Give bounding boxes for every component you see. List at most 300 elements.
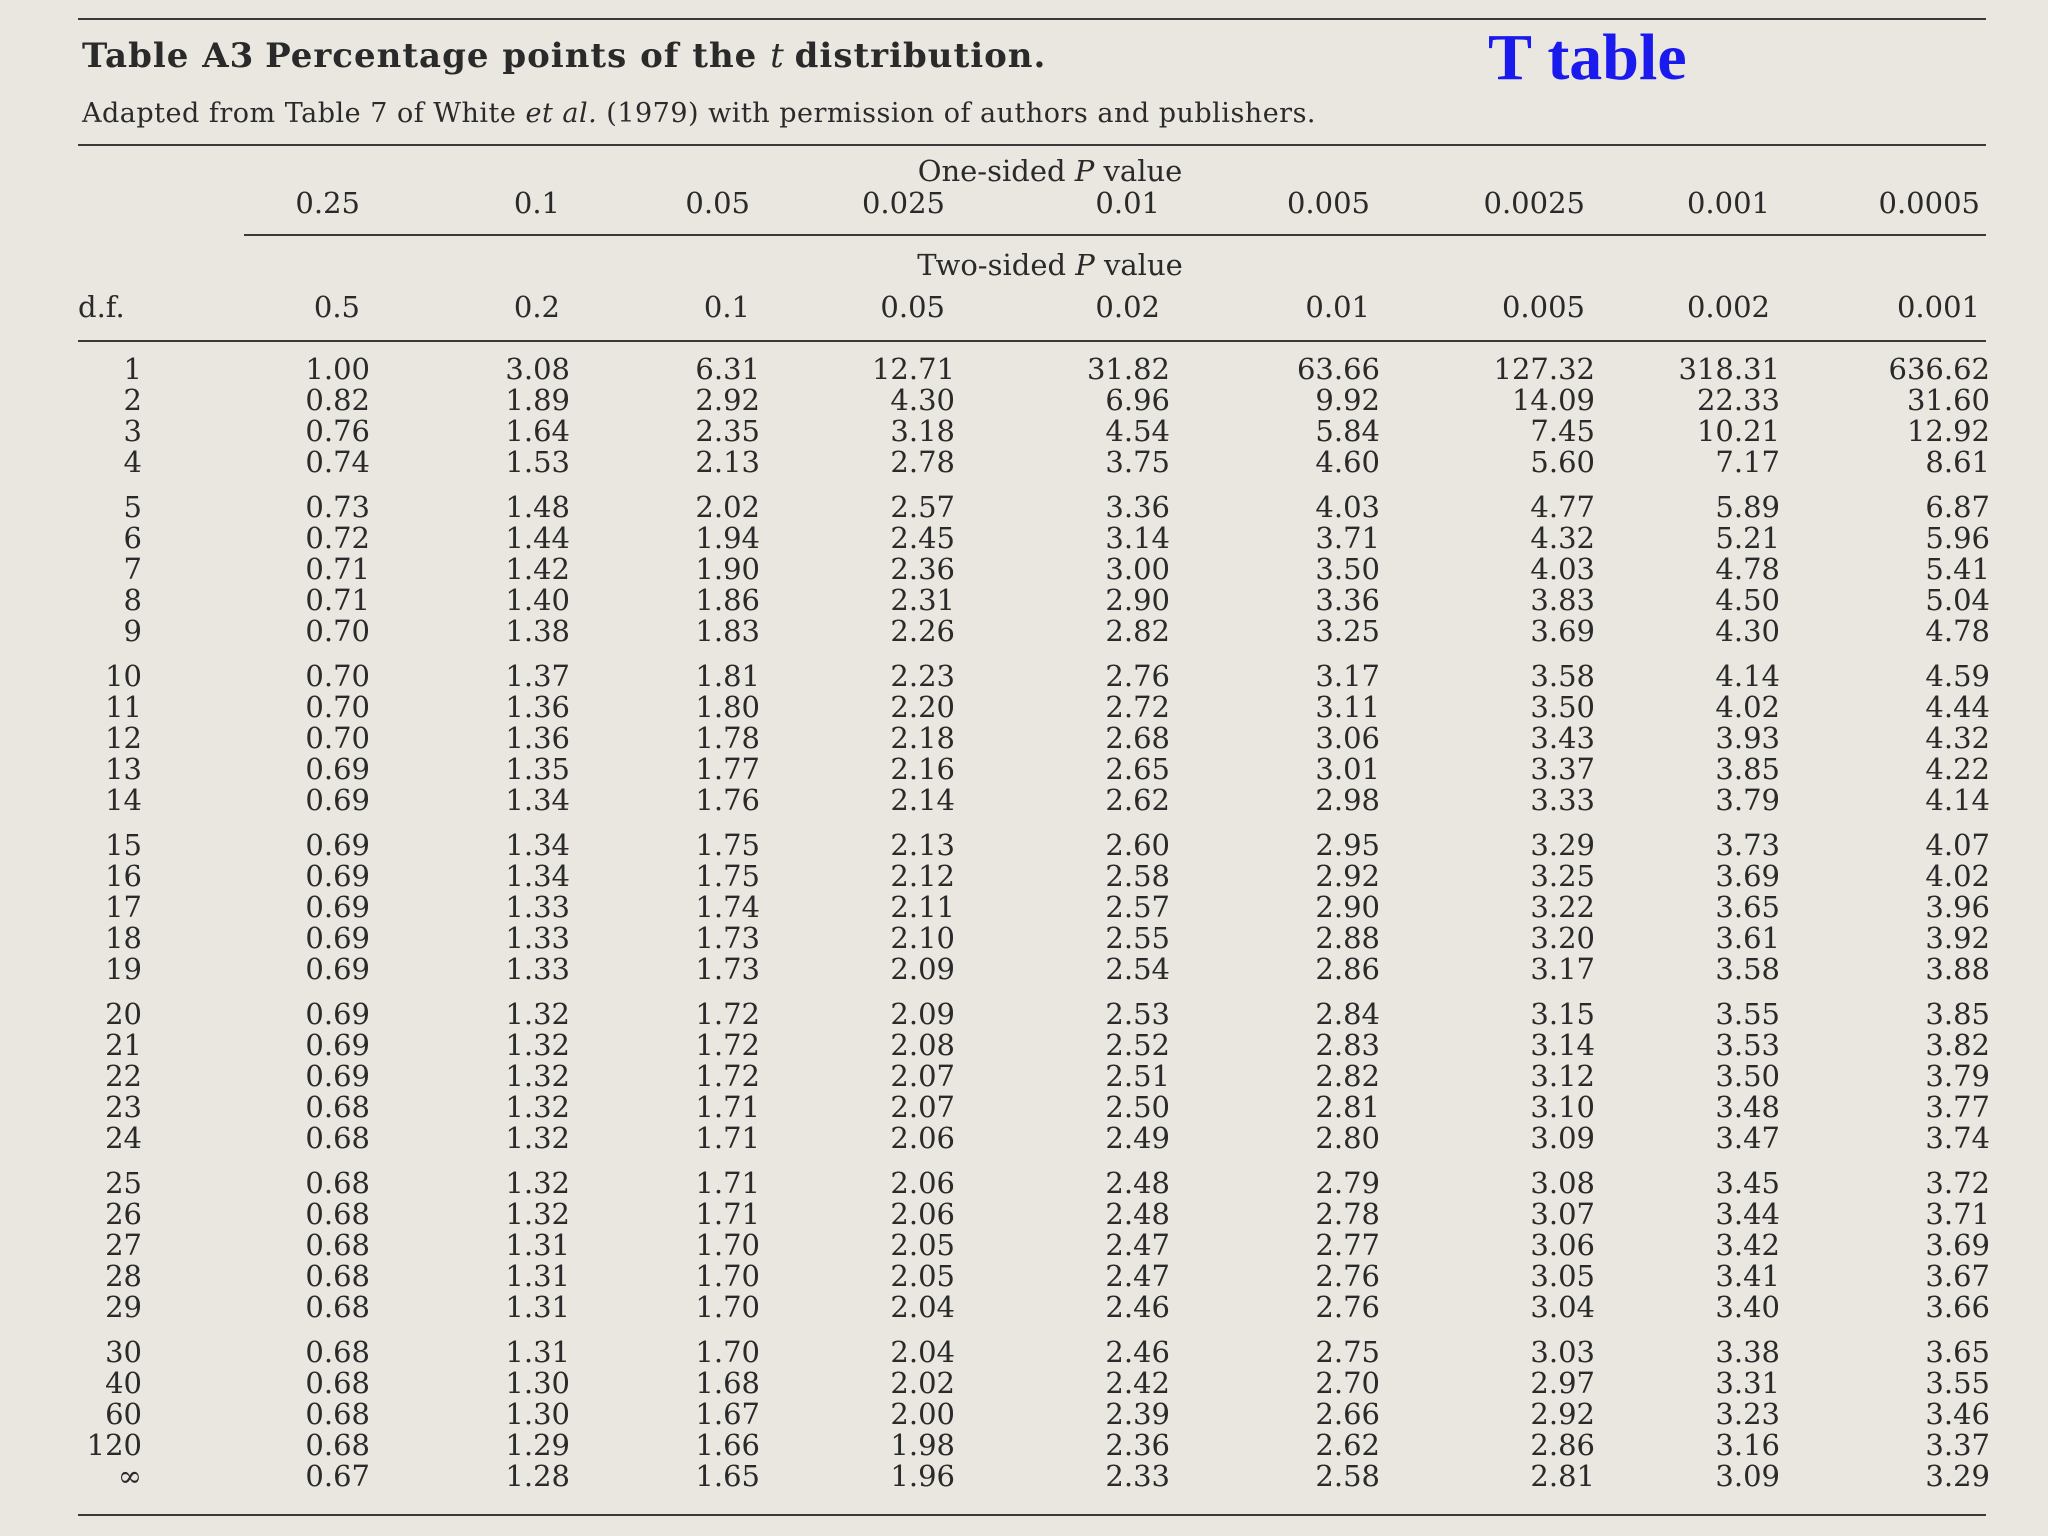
t-value-cell: 3.79 bbox=[1925, 1059, 1990, 1093]
one-sided-rule bbox=[244, 234, 1986, 236]
t-value-cell: 1.71 bbox=[695, 1090, 760, 1124]
t-value-cell: 3.45 bbox=[1715, 1166, 1780, 1200]
t-value-cell: 2.72 bbox=[1105, 690, 1170, 724]
t-value-cell: 2.45 bbox=[890, 521, 955, 555]
t-value-cell: 3.14 bbox=[1530, 1028, 1595, 1062]
t-value-cell: 2.52 bbox=[1105, 1028, 1170, 1062]
t-value-cell: 1.71 bbox=[695, 1197, 760, 1231]
table-title bbox=[82, 36, 1046, 76]
t-value-cell: 4.32 bbox=[1925, 721, 1990, 755]
t-value-cell: 2.70 bbox=[1315, 1366, 1380, 1400]
two-sided-p-header: 0.05 bbox=[880, 290, 945, 324]
two-sided-text-a: Two-sided bbox=[917, 248, 1076, 282]
t-value-cell: 2.09 bbox=[890, 997, 955, 1031]
t-value-cell: 1.90 bbox=[695, 552, 760, 586]
t-value-cell: 2.78 bbox=[1315, 1197, 1380, 1231]
t-value-cell: 12.92 bbox=[1906, 414, 1990, 448]
t-value-cell: 1.72 bbox=[695, 1059, 760, 1093]
t-value-cell: 2.95 bbox=[1315, 828, 1380, 862]
t-value-cell: 0.69 bbox=[305, 828, 370, 862]
two-sided-value-word: value bbox=[1104, 248, 1183, 282]
t-value-cell: 2.06 bbox=[890, 1121, 955, 1155]
t-value-cell: 2.05 bbox=[890, 1259, 955, 1293]
t-value-cell: 7.17 bbox=[1715, 445, 1780, 479]
t-value-cell: 2.57 bbox=[890, 490, 955, 524]
one-sided-caption bbox=[800, 154, 1300, 188]
t-value-cell: 3.18 bbox=[890, 414, 955, 448]
two-sided-p-header: 0.02 bbox=[1095, 290, 1160, 324]
t-value-cell: 2.26 bbox=[890, 614, 955, 648]
source-text-b: (1979) with permission of authors and publishers. bbox=[606, 98, 1317, 129]
t-value-cell: 0.76 bbox=[305, 414, 370, 448]
t-value-cell: 2.76 bbox=[1105, 659, 1170, 693]
t-value-cell: 5.21 bbox=[1715, 521, 1780, 555]
t-value-cell: 7.45 bbox=[1530, 414, 1595, 448]
t-value-cell: 1.32 bbox=[505, 1121, 570, 1155]
t-value-cell: 4.59 bbox=[1925, 659, 1990, 693]
t-value-cell: 6.96 bbox=[1105, 383, 1170, 417]
t-value-cell: 0.70 bbox=[305, 721, 370, 755]
t-value-cell: 3.20 bbox=[1530, 921, 1595, 955]
df-cell: 13 bbox=[105, 752, 142, 786]
t-value-cell: 2.46 bbox=[1105, 1290, 1170, 1324]
t-value-cell: 2.35 bbox=[695, 414, 760, 448]
t-value-cell: 2.82 bbox=[1315, 1059, 1380, 1093]
t-value-cell: 0.70 bbox=[305, 614, 370, 648]
df-cell: 16 bbox=[105, 859, 142, 893]
t-value-cell: 2.97 bbox=[1530, 1366, 1595, 1400]
t-value-cell: 3.50 bbox=[1315, 552, 1380, 586]
t-value-cell: 1.86 bbox=[695, 583, 760, 617]
t-value-cell: 3.65 bbox=[1715, 890, 1780, 924]
t-value-cell: 1.75 bbox=[695, 828, 760, 862]
t-value-cell: 3.29 bbox=[1530, 828, 1595, 862]
t-value-cell: 1.31 bbox=[505, 1290, 570, 1324]
t-value-cell: 2.10 bbox=[890, 921, 955, 955]
t-value-cell: 1.40 bbox=[505, 583, 570, 617]
df-cell: 11 bbox=[105, 690, 142, 724]
df-cell: 8 bbox=[123, 583, 142, 617]
df-cell: ∞ bbox=[117, 1459, 142, 1493]
t-value-cell: 0.68 bbox=[305, 1428, 370, 1462]
t-value-cell: 3.12 bbox=[1530, 1059, 1595, 1093]
t-value-cell: 3.33 bbox=[1530, 783, 1595, 817]
t-value-cell: 3.38 bbox=[1715, 1335, 1780, 1369]
t-value-cell: 5.41 bbox=[1925, 552, 1990, 586]
t-value-cell: 3.96 bbox=[1925, 890, 1990, 924]
t-value-cell: 2.00 bbox=[890, 1397, 955, 1431]
t-value-cell: 1.31 bbox=[505, 1335, 570, 1369]
t-value-cell: 4.02 bbox=[1925, 859, 1990, 893]
one-sided-p-header: 0.1 bbox=[513, 186, 560, 220]
t-value-cell: 5.84 bbox=[1315, 414, 1380, 448]
t-value-cell: 2.62 bbox=[1105, 783, 1170, 817]
t-value-cell: 2.46 bbox=[1105, 1335, 1170, 1369]
t-value-cell: 2.81 bbox=[1315, 1090, 1380, 1124]
t-value-cell: 1.34 bbox=[505, 783, 570, 817]
t-value-cell: 0.69 bbox=[305, 859, 370, 893]
t-value-cell: 3.08 bbox=[505, 352, 570, 386]
df-header: d.f. bbox=[78, 290, 125, 324]
df-cell: 24 bbox=[105, 1121, 142, 1155]
t-value-cell: 2.90 bbox=[1315, 890, 1380, 924]
t-value-cell: 2.07 bbox=[890, 1059, 955, 1093]
t-value-cell: 3.69 bbox=[1715, 859, 1780, 893]
t-value-cell: 2.75 bbox=[1315, 1335, 1380, 1369]
t-value-cell: 2.47 bbox=[1105, 1259, 1170, 1293]
t-value-cell: 4.03 bbox=[1530, 552, 1595, 586]
t-value-cell: 3.06 bbox=[1315, 721, 1380, 755]
t-value-cell: 2.47 bbox=[1105, 1228, 1170, 1262]
t-value-cell: 2.58 bbox=[1315, 1459, 1380, 1493]
t-value-cell: 1.48 bbox=[505, 490, 570, 524]
t-value-cell: 2.02 bbox=[890, 1366, 955, 1400]
df-cell: 3 bbox=[123, 414, 142, 448]
t-value-cell: 1.75 bbox=[695, 859, 760, 893]
t-value-cell: 1.32 bbox=[505, 1166, 570, 1200]
t-value-cell: 2.92 bbox=[695, 383, 760, 417]
t-value-cell: 0.69 bbox=[305, 1059, 370, 1093]
one-sided-p-symbol: P bbox=[1074, 154, 1095, 188]
source-text-italic: et al. bbox=[525, 98, 598, 129]
df-cell: 2 bbox=[123, 383, 142, 417]
t-value-cell: 1.29 bbox=[505, 1428, 570, 1462]
t-value-cell: 4.77 bbox=[1530, 490, 1595, 524]
t-value-cell: 2.92 bbox=[1315, 859, 1380, 893]
t-value-cell: 0.71 bbox=[305, 583, 370, 617]
t-value-cell: 5.04 bbox=[1925, 583, 1990, 617]
one-sided-p-header: 0.0005 bbox=[1878, 186, 1980, 220]
df-cell: 20 bbox=[105, 997, 142, 1031]
t-value-cell: 3.55 bbox=[1715, 997, 1780, 1031]
two-sided-p-header: 0.005 bbox=[1501, 290, 1585, 324]
t-value-cell: 2.18 bbox=[890, 721, 955, 755]
t-value-cell: 2.14 bbox=[890, 783, 955, 817]
t-value-cell: 3.44 bbox=[1715, 1197, 1780, 1231]
one-sided-p-header: 0.25 bbox=[295, 186, 360, 220]
t-value-cell: 1.77 bbox=[695, 752, 760, 786]
t-value-cell: 0.73 bbox=[305, 490, 370, 524]
t-value-cell: 2.50 bbox=[1105, 1090, 1170, 1124]
t-value-cell: 4.54 bbox=[1105, 414, 1170, 448]
t-value-cell: 3.36 bbox=[1105, 490, 1170, 524]
t-value-cell: 9.92 bbox=[1315, 383, 1380, 417]
t-value-cell: 3.25 bbox=[1530, 859, 1595, 893]
t-value-cell: 1.34 bbox=[505, 859, 570, 893]
t-value-cell: 0.69 bbox=[305, 752, 370, 786]
t-value-cell: 2.36 bbox=[1105, 1428, 1170, 1462]
t-value-cell: 1.36 bbox=[505, 721, 570, 755]
one-sided-p-header: 0.01 bbox=[1095, 186, 1160, 220]
top-rule bbox=[78, 18, 1986, 20]
t-value-cell: 5.60 bbox=[1530, 445, 1595, 479]
t-value-cell: 2.13 bbox=[695, 445, 760, 479]
t-value-cell: 1.34 bbox=[505, 828, 570, 862]
t-value-cell: 0.70 bbox=[305, 690, 370, 724]
t-value-cell: 2.84 bbox=[1315, 997, 1380, 1031]
t-value-cell: 4.30 bbox=[890, 383, 955, 417]
df-cell: 30 bbox=[105, 1335, 142, 1369]
df-cell: 5 bbox=[123, 490, 142, 524]
t-value-cell: 2.81 bbox=[1530, 1459, 1595, 1493]
t-value-cell: 2.02 bbox=[695, 490, 760, 524]
body-rule bbox=[78, 340, 1986, 342]
t-value-cell: 3.71 bbox=[1315, 521, 1380, 555]
t-value-cell: 1.33 bbox=[505, 952, 570, 986]
t-value-cell: 3.50 bbox=[1530, 690, 1595, 724]
t-value-cell: 2.51 bbox=[1105, 1059, 1170, 1093]
t-value-cell: 3.92 bbox=[1925, 921, 1990, 955]
two-sided-p-header: 0.1 bbox=[703, 290, 750, 324]
t-value-cell: 0.69 bbox=[305, 952, 370, 986]
t-value-cell: 1.64 bbox=[505, 414, 570, 448]
t-table-annotation: T table bbox=[1488, 21, 1687, 94]
t-value-cell: 3.48 bbox=[1715, 1090, 1780, 1124]
t-value-cell: 3.14 bbox=[1105, 521, 1170, 555]
two-sided-p-header: 0.2 bbox=[513, 290, 560, 324]
t-value-cell: 3.00 bbox=[1105, 552, 1170, 586]
df-cell: 22 bbox=[105, 1059, 142, 1093]
t-value-cell: 2.20 bbox=[890, 690, 955, 724]
one-sided-value-word: value bbox=[1103, 154, 1183, 188]
t-value-cell: 3.67 bbox=[1925, 1259, 1990, 1293]
t-value-cell: 2.58 bbox=[1105, 859, 1170, 893]
t-value-cell: 4.14 bbox=[1715, 659, 1780, 693]
t-value-cell: 1.35 bbox=[505, 752, 570, 786]
t-value-cell: 4.44 bbox=[1925, 690, 1990, 724]
t-value-cell: 0.68 bbox=[305, 1335, 370, 1369]
t-value-cell: 31.82 bbox=[1086, 352, 1170, 386]
two-sided-caption bbox=[800, 248, 1300, 282]
t-value-cell: 1.36 bbox=[505, 690, 570, 724]
t-value-cell: 1.94 bbox=[695, 521, 760, 555]
t-value-cell: 2.33 bbox=[1105, 1459, 1170, 1493]
t-value-cell: 1.83 bbox=[695, 614, 760, 648]
t-value-cell: 3.43 bbox=[1530, 721, 1595, 755]
t-value-cell: 2.49 bbox=[1105, 1121, 1170, 1155]
t-value-cell: 1.72 bbox=[695, 997, 760, 1031]
t-value-cell: 1.53 bbox=[505, 445, 570, 479]
t-value-cell: 2.13 bbox=[890, 828, 955, 862]
t-value-cell: 318.31 bbox=[1678, 352, 1780, 386]
t-value-cell: 0.69 bbox=[305, 997, 370, 1031]
t-value-cell: 1.98 bbox=[890, 1428, 955, 1462]
t-value-cell: 3.85 bbox=[1715, 752, 1780, 786]
t-value-cell: 4.78 bbox=[1715, 552, 1780, 586]
t-value-cell: 3.04 bbox=[1530, 1290, 1595, 1324]
t-value-cell: 3.37 bbox=[1925, 1428, 1990, 1462]
t-value-cell: 3.06 bbox=[1530, 1228, 1595, 1262]
t-value-cell: 1.32 bbox=[505, 1090, 570, 1124]
t-value-cell: 2.88 bbox=[1315, 921, 1380, 955]
df-cell: 18 bbox=[105, 921, 142, 955]
t-value-cell: 2.53 bbox=[1105, 997, 1170, 1031]
t-value-cell: 4.07 bbox=[1925, 828, 1990, 862]
t-value-cell: 3.11 bbox=[1315, 690, 1380, 724]
t-value-cell: 1.89 bbox=[505, 383, 570, 417]
t-value-cell: 3.73 bbox=[1715, 828, 1780, 862]
t-value-cell: 2.36 bbox=[890, 552, 955, 586]
t-value-cell: 1.71 bbox=[695, 1166, 760, 1200]
t-value-cell: 3.10 bbox=[1530, 1090, 1595, 1124]
t-value-cell: 0.68 bbox=[305, 1197, 370, 1231]
t-value-cell: 1.80 bbox=[695, 690, 760, 724]
t-value-cell: 2.90 bbox=[1105, 583, 1170, 617]
t-value-cell: 2.12 bbox=[890, 859, 955, 893]
t-value-cell: 0.68 bbox=[305, 1121, 370, 1155]
t-value-cell: 5.96 bbox=[1925, 521, 1990, 555]
t-value-cell: 3.15 bbox=[1530, 997, 1595, 1031]
t-value-cell: 0.69 bbox=[305, 1028, 370, 1062]
t-value-cell: 1.33 bbox=[505, 890, 570, 924]
t-value-cell: 636.62 bbox=[1888, 352, 1990, 386]
t-value-cell: 1.32 bbox=[505, 1197, 570, 1231]
t-value-cell: 3.17 bbox=[1315, 659, 1380, 693]
table-title-italic: t bbox=[770, 36, 784, 76]
t-value-cell: 8.61 bbox=[1925, 445, 1990, 479]
one-sided-p-header: 0.001 bbox=[1686, 186, 1770, 220]
header-rule bbox=[78, 144, 1986, 146]
df-cell: 4 bbox=[123, 445, 142, 479]
one-sided-p-header: 0.005 bbox=[1286, 186, 1370, 220]
df-cell: 9 bbox=[123, 614, 142, 648]
t-value-cell: 1.42 bbox=[505, 552, 570, 586]
df-cell: 14 bbox=[105, 783, 142, 817]
t-value-cell: 2.11 bbox=[890, 890, 955, 924]
t-value-cell: 10.21 bbox=[1696, 414, 1780, 448]
one-sided-text-a: One-sided bbox=[917, 154, 1075, 188]
t-value-cell: 1.00 bbox=[305, 352, 370, 386]
t-value-cell: 2.31 bbox=[890, 583, 955, 617]
t-value-cell: 4.22 bbox=[1925, 752, 1990, 786]
t-value-cell: 1.33 bbox=[505, 921, 570, 955]
t-value-cell: 3.09 bbox=[1715, 1459, 1780, 1493]
t-value-cell: 2.80 bbox=[1315, 1121, 1380, 1155]
t-value-cell: 3.09 bbox=[1530, 1121, 1595, 1155]
t-value-cell: 63.66 bbox=[1296, 352, 1380, 386]
t-value-cell: 1.78 bbox=[695, 721, 760, 755]
t-value-cell: 3.50 bbox=[1715, 1059, 1780, 1093]
t-value-cell: 1.73 bbox=[695, 952, 760, 986]
t-value-cell: 3.22 bbox=[1530, 890, 1595, 924]
t-value-cell: 0.70 bbox=[305, 659, 370, 693]
t-value-cell: 4.32 bbox=[1530, 521, 1595, 555]
t-value-cell: 1.32 bbox=[505, 1028, 570, 1062]
t-value-cell: 3.03 bbox=[1530, 1335, 1595, 1369]
t-value-cell: 2.68 bbox=[1105, 721, 1170, 755]
t-value-cell: 6.31 bbox=[695, 352, 760, 386]
t-value-cell: 4.30 bbox=[1715, 614, 1780, 648]
t-value-cell: 2.48 bbox=[1105, 1166, 1170, 1200]
df-cell: 28 bbox=[105, 1259, 142, 1293]
t-value-cell: 3.82 bbox=[1925, 1028, 1990, 1062]
t-value-cell: 1.32 bbox=[505, 997, 570, 1031]
df-cell: 7 bbox=[123, 552, 142, 586]
t-value-cell: 1.70 bbox=[695, 1259, 760, 1293]
two-sided-p-header: 0.002 bbox=[1686, 290, 1770, 324]
t-value-cell: 3.25 bbox=[1315, 614, 1380, 648]
t-value-cell: 22.33 bbox=[1696, 383, 1780, 417]
t-value-cell: 2.06 bbox=[890, 1197, 955, 1231]
t-value-cell: 3.85 bbox=[1925, 997, 1990, 1031]
df-cell: 6 bbox=[123, 521, 142, 555]
t-value-cell: 2.60 bbox=[1105, 828, 1170, 862]
t-value-cell: 1.67 bbox=[695, 1397, 760, 1431]
t-value-cell: 14.09 bbox=[1511, 383, 1595, 417]
table-title-part-a: Percentage points of the bbox=[265, 36, 771, 76]
t-value-cell: 3.58 bbox=[1715, 952, 1780, 986]
t-value-cell: 2.65 bbox=[1105, 752, 1170, 786]
df-cell: 25 bbox=[105, 1166, 142, 1200]
t-value-cell: 3.69 bbox=[1530, 614, 1595, 648]
t-value-cell: 2.54 bbox=[1105, 952, 1170, 986]
df-cell: 17 bbox=[105, 890, 142, 924]
t-value-cell: 2.06 bbox=[890, 1166, 955, 1200]
df-cell: 10 bbox=[105, 659, 142, 693]
t-value-cell: 1.31 bbox=[505, 1259, 570, 1293]
t-value-cell: 3.08 bbox=[1530, 1166, 1595, 1200]
t-value-cell: 3.93 bbox=[1715, 721, 1780, 755]
t-value-cell: 1.32 bbox=[505, 1059, 570, 1093]
t-value-cell: 2.92 bbox=[1530, 1397, 1595, 1431]
t-value-cell: 2.79 bbox=[1315, 1166, 1380, 1200]
t-value-cell: 0.69 bbox=[305, 783, 370, 817]
one-sided-p-header: 0.025 bbox=[861, 186, 945, 220]
t-value-cell: 3.83 bbox=[1530, 583, 1595, 617]
t-value-cell: 3.72 bbox=[1925, 1166, 1990, 1200]
t-value-cell: 3.77 bbox=[1925, 1090, 1990, 1124]
t-value-cell: 2.09 bbox=[890, 952, 955, 986]
t-value-cell: 1.37 bbox=[505, 659, 570, 693]
t-value-cell: 3.75 bbox=[1105, 445, 1170, 479]
t-value-cell: 12.71 bbox=[871, 352, 955, 386]
t-value-cell: 2.07 bbox=[890, 1090, 955, 1124]
t-value-cell: 2.16 bbox=[890, 752, 955, 786]
t-value-cell: 1.30 bbox=[505, 1366, 570, 1400]
t-value-cell: 2.82 bbox=[1105, 614, 1170, 648]
t-value-cell: 2.86 bbox=[1315, 952, 1380, 986]
t-value-cell: 3.40 bbox=[1715, 1290, 1780, 1324]
t-value-cell: 3.07 bbox=[1530, 1197, 1595, 1231]
t-value-cell: 1.71 bbox=[695, 1121, 760, 1155]
t-value-cell: 0.67 bbox=[305, 1459, 370, 1493]
t-value-cell: 3.79 bbox=[1715, 783, 1780, 817]
t-value-cell: 1.74 bbox=[695, 890, 760, 924]
t-value-cell: 4.60 bbox=[1315, 445, 1380, 479]
df-cell: 26 bbox=[105, 1197, 142, 1231]
t-value-cell: 3.66 bbox=[1925, 1290, 1990, 1324]
t-value-cell: 3.42 bbox=[1715, 1228, 1780, 1262]
t-value-cell: 3.69 bbox=[1925, 1228, 1990, 1262]
t-value-cell: 1.44 bbox=[505, 521, 570, 555]
t-value-cell: 2.42 bbox=[1105, 1366, 1170, 1400]
one-sided-p-header: 0.05 bbox=[685, 186, 750, 220]
t-value-cell: 3.01 bbox=[1315, 752, 1380, 786]
two-sided-p-header: 0.001 bbox=[1896, 290, 1980, 324]
df-cell: 40 bbox=[105, 1366, 142, 1400]
t-value-cell: 2.04 bbox=[890, 1290, 955, 1324]
t-value-cell: 2.78 bbox=[890, 445, 955, 479]
t-value-cell: 2.76 bbox=[1315, 1259, 1380, 1293]
t-value-cell: 0.71 bbox=[305, 552, 370, 586]
t-value-cell: 2.05 bbox=[890, 1228, 955, 1262]
t-value-cell: 1.38 bbox=[505, 614, 570, 648]
t-value-cell: 4.14 bbox=[1925, 783, 1990, 817]
t-value-cell: 3.74 bbox=[1925, 1121, 1990, 1155]
df-cell: 19 bbox=[105, 952, 142, 986]
t-value-cell: 3.23 bbox=[1715, 1397, 1780, 1431]
t-value-cell: 3.31 bbox=[1715, 1366, 1780, 1400]
